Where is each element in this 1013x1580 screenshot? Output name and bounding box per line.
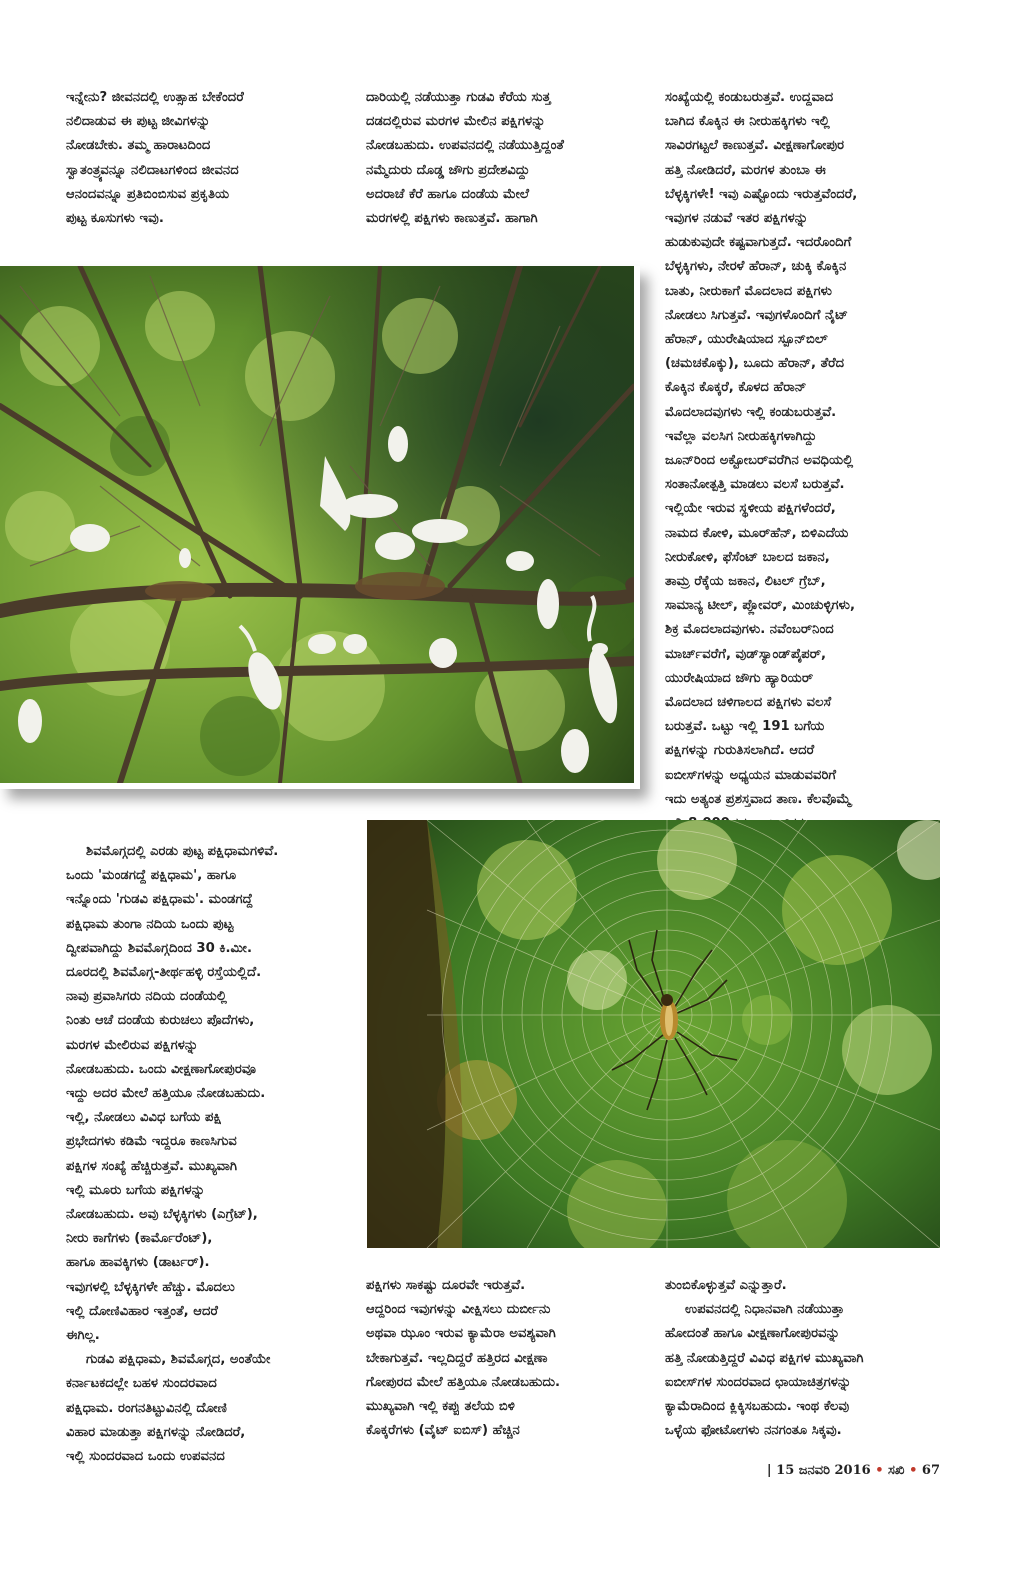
text-line: ನೀರು ಕಾಗೆಗಳು (ಕಾರ್ಮೊರೆಂಟ್),: [66, 1231, 213, 1247]
text-line: ಕೊಕ್ಕಿನ ಕೊಕ್ಕರೆ, ಕೊಳದ ಹೆರಾನ್: [665, 380, 807, 396]
text-column-2-top: [366, 86, 564, 231]
text-line: ಇನ್ನೇನು? ಜೀವನದಲ್ಲಿ ಉತ್ಸಾಹ ಬೇಕೆಂದರೆ: [66, 90, 244, 105]
text-column-1-top: [66, 86, 244, 231]
text-line: ನಮ್ಮೆದುರು ದೊಡ್ಡ ಜೌಗು ಪ್ರದೇಶವಿದ್ದು: [366, 162, 530, 178]
text-line: ನೋಡಲು ಸಿಗುತ್ತವೆ. ಇವುಗಳೊಂದಿಗೆ ನೈಟ್: [665, 307, 848, 323]
text-line: ನೀರುಕೋಳಿ, ಫೆಸೆಂಟ್ ಬಾಲದ ಜಕಾನ,: [665, 549, 830, 565]
text-line: ಮೊದಲಾದ ಚಳಿಗಾಲದ ಪಕ್ಷಿಗಳು ವಲಸೆ: [665, 695, 832, 711]
text-line: ಸಂಖ್ಯೆಯಲ್ಲಿ ಕಂಡುಬರುತ್ತವೆ. ಉದ್ದವಾದ: [665, 90, 834, 105]
text-line: ಇಲ್ಲಿ ಮೂರು ಬಗೆಯ ಪಕ್ಷಿಗಳನ್ನು: [66, 1182, 206, 1198]
text-line: ನಿಂತು ಆಚೆ ದಂಡೆಯ ಕುರುಚಲು ಪೊದೆಗಳು,: [66, 1013, 255, 1029]
text-line: ಇದ್ದು ಅದರ ಮೇಲೆ ಹತ್ತಿಯೂ ನೋಡಬಹುದು.: [66, 1086, 266, 1102]
text-line: ಇಲ್ಲಿ ದೋಣಿವಿಹಾರ ಇತ್ತಂತೆ, ಆದರೆ: [66, 1303, 218, 1319]
text-line: ಪಕ್ಷಿಗಳ ಸಂಖ್ಯೆ ಹೆಚ್ಚಿರುತ್ತವೆ. ಮುಖ್ಯವಾಗಿ: [66, 1158, 238, 1174]
text-line: ಹುಡುಕುವುದೇ ಕಷ್ಟವಾಗುತ್ತದೆ. ಇದರೊಂದಿಗೆ: [665, 235, 852, 251]
text-line: ಐಬೀಸ್‌ಗಳನ್ನು ಅಧ್ಯಯನ ಮಾಡುವವರಿಗೆ: [665, 767, 837, 783]
text-line: ನೋಡಬಹುದು. ಒಂದು ವೀಕ್ಷಣಾಗೋಪುರವೂ: [66, 1061, 257, 1077]
text-line: ಪಕ್ಷಿಗಳನ್ನು ಗುರುತಿಸಲಾಗಿದೆ. ಆದರೆ: [665, 743, 815, 759]
text-line: ಪಕ್ಷಿಧಾಮ. ರಂಗನತಿಟ್ಟುವಿನಲ್ಲಿ ದೋಣಿ: [66, 1400, 228, 1416]
text-line: ಹೆರಾನ್, ಯುರೇಷಿಯಾದ ಸ್ಪೂನ್‌ಬಿಲ್: [665, 332, 828, 348]
text-line: ಅಥವಾ ಝೂಂ ಇರುವ ಕ್ಯಾಮೆರಾ ಅವಶ್ಯವಾಗಿ: [366, 1326, 556, 1342]
page-number: 67: [921, 1463, 940, 1478]
text-line: ಉಪವನದಲ್ಲಿ ನಿಧಾನವಾಗಿ ನಡೆಯುತ್ತಾ: [685, 1302, 845, 1318]
text-line: ದಡದಲ್ಲಿರುವ ಮರಗಳ ಮೇಲಿನ ಪಕ್ಷಿಗಳನ್ನು: [366, 114, 546, 130]
text-line: ಇಲ್ಲಿ, ನೋಡಲು ವಿವಿಧ ಬಗೆಯ ಪಕ್ಷಿ: [66, 1110, 222, 1126]
text-line: ತುಂಬಿಕೊಳ್ಳುತ್ತವೆ ಎನ್ನುತ್ತಾರೆ.: [665, 1278, 787, 1293]
text-line: ಜೂನ್‌ರಿಂದ ಅಕ್ಟೋಬರ್‌ವರೆಗಿನ ಅವಧಿಯಲ್ಲಿ: [665, 453, 854, 469]
text-line: ನಾವು ಪ್ರವಾಸಿಗರು ನದಿಯ ದಂಡೆಯಲ್ಲಿ: [66, 989, 227, 1005]
text-line: ಪಕ್ಷಿಧಾಮ ತುಂಗಾ ನದಿಯ ಒಂದು ಪುಟ್ಟ: [66, 916, 234, 932]
text-line: ಐಬೀಸ್‌ಗಳ ಸುಂದರವಾದ ಛಾಯಾಚಿತ್ರಗಳನ್ನು: [665, 1374, 852, 1390]
page-footer: [767, 1463, 940, 1478]
text-column-3-bottom: [665, 1274, 864, 1443]
text-line: ಸ್ವಾತಂತ್ರ್ಯವನ್ನೂ ನಲಿದಾಟಗಳಿಂದ ಜೀವನದ: [66, 162, 239, 178]
text-line: ಆದ್ದರಿಂದ ಇವುಗಳನ್ನು ವೀಕ್ಷಿಸಲು ದುರ್ಬೀನು: [366, 1302, 551, 1318]
footer-bullet-2: •: [909, 1463, 918, 1478]
text-line: ನಾಮದ ಕೋಳಿ, ಮೂರ್‌ಹೆನ್, ಬಿಳಿಎದೆಯ: [665, 525, 849, 541]
text-line: ನೋಡಬಹುದು. ಅವು ಬೆಳ್ಳಕ್ಕಿಗಳು (ಎಗ್ರೆಟ್),: [66, 1207, 258, 1223]
text-line: ನೋಡಬಹುದು. ಉಪವನದಲ್ಲಿ ನಡೆಯುತ್ತಿದ್ದಂತೆ: [366, 138, 564, 154]
text-line: ದಾರಿಯಲ್ಲಿ ನಡೆಯುತ್ತಾ ಗುಡವಿ ಕೆರೆಯ ಸುತ್ತ: [366, 90, 551, 105]
text-line: ಸಂತಾನೋತ್ಪತ್ತಿ ಮಾಡಲು ವಲಸೆ ಬರುತ್ತವೆ.: [665, 477, 845, 493]
text-line: ಬೇಕಾಗುತ್ತವೆ. ಇಲ್ಲದಿದ್ದರೆ ಹತ್ತಿರದ ವೀಕ್ಷಣಾ: [366, 1350, 548, 1366]
text-line: ಕರ್ನಾಟಕದಲ್ಲೇ ಬಹಳ ಸುಂದರವಾದ: [66, 1376, 217, 1392]
text-column-3-top: [665, 86, 857, 836]
text-line: ಬೆಳ್ಳಕ್ಕಿಗಳು, ನೇರಳೆ ಹೆರಾನ್, ಚುಕ್ಕಿ ಕೊಕ್ಕಿನ: [665, 259, 847, 275]
text-line: ಮುಖ್ಯವಾಗಿ ಇಲ್ಲಿ ಕಪ್ಪು ತಲೆಯ ಬಿಳಿ: [366, 1399, 515, 1415]
magazine-name: ಸಖಿ: [888, 1463, 905, 1478]
text-line: ಪ್ರಭೇದಗಳು ಕಡಿಮೆ ಇದ್ದರೂ ಕಾಣಸಿಗುವ: [66, 1134, 237, 1150]
text-line: ಹಾಗೂ ಹಾವಕ್ಕಿಗಳು (ಡಾರ್ಟರ್).: [66, 1255, 210, 1271]
text-column-2-bottom: [366, 1274, 560, 1443]
text-line: ಇದು ಅತ್ಯಂತ ಪ್ರಶಸ್ತವಾದ ತಾಣ. ಕೆಲವೊಮ್ಮೆ: [665, 791, 852, 807]
text-line: ಇನ್ನೊಂದು 'ಗುಡವಿ ಪಕ್ಷಿಧಾಮ'. ಮಂಡಗದ್ದೆ: [66, 892, 253, 908]
text-line: ಇವುಗಳ ನಡುವೆ ಇತರ ಪಕ್ಷಿಗಳನ್ನು: [665, 211, 809, 227]
text-line: (ಚಮಚಕೊಕ್ಕು), ಬೂದು ಹೆರಾನ್, ತೆರೆದ: [665, 356, 845, 372]
text-line: ಬಾತು, ನೀರುಕಾಗೆ ಮೊದಲಾದ ಪಕ್ಷಿಗಳು: [665, 283, 832, 299]
text-line: ಇವುಗಳಲ್ಲಿ ಬೆಳ್ಳಕ್ಕಿಗಳೇ ಹೆಚ್ಚು. ಮೊದಲು: [66, 1279, 235, 1295]
text-line: ತಾಮ್ರ ರೆಕ್ಕೆಯ ಜಕಾನ, ಲಿಟಲ್ ಗ್ರೆಬ್,: [665, 574, 826, 590]
text-line: ಬರುತ್ತವೆ. ಒಟ್ಟು ಇಲ್ಲಿ 191 ಬಗೆಯ: [665, 719, 825, 735]
text-line: ಈಗಿಲ್ಲ.: [66, 1328, 100, 1344]
text-line: ಇವೆಲ್ಲಾ ವಲಸಿಗ ನೀರುಹಕ್ಕಿಗಳಾಗಿದ್ದು: [665, 428, 817, 444]
issue-date: 15 ಜನವರಿ 2016: [776, 1463, 871, 1478]
text-line: ಶಿಕ್ರ ಮೊದಲಾದವುಗಳು. ನವೆಂಬರ್‌ನಿಂದ: [665, 622, 834, 638]
text-line: ಮರಗಳ ಮೇಲಿರುವ ಪಕ್ಷಿಗಳನ್ನು: [66, 1037, 199, 1053]
text-line: ಹತ್ತಿ ನೋಡಿದರೆ, ಮರಗಳ ತುಂಬಾ ಈ: [665, 162, 826, 178]
text-line: ಹತ್ತಿ ನೋಡುತ್ತಿದ್ದರೆ ವಿವಿಧ ಪಕ್ಷಿಗಳ ಮುಖ್ಯವಾಗಿ: [665, 1350, 864, 1366]
egrets-photo-graphic: [0, 266, 634, 783]
text-line: ಕೊಕ್ಕರೆಗಳು (ವೈಟ್ ಐಬಿಸ್) ಹೆಚ್ಚಿನ: [366, 1423, 520, 1439]
spider-photo-graphic: [367, 820, 940, 1248]
footer-divider: |: [766, 1463, 772, 1478]
text-line: ದ್ವೀಪವಾಗಿದ್ದು ಶಿವಮೊಗ್ಗದಿಂದ 30 ಕಿ.ಮೀ.: [66, 940, 252, 956]
text-line: ಆನಂದವನ್ನೂ ಪ್ರತಿಬಿಂಬಿಸುವ ಪ್ರಕೃತಿಯ: [66, 186, 230, 202]
text-line: ಯುರೇಷಿಯಾದ ಜೌಗು ಹ್ಯಾರಿಯರ್: [665, 670, 814, 686]
text-line: ದೂರದಲ್ಲಿ ಶಿವಮೊಗ್ಗ-ತೀರ್ಥಹಳ್ಳಿ ರಸ್ತೆಯಲ್ಲಿದೆ.: [66, 965, 262, 981]
text-line: ನೋಡಬೇಕು. ತಮ್ಮ ಹಾರಾಟದಿಂದ: [66, 138, 211, 154]
text-line: ಪುಟ್ಟ ಕೂಸುಗಳು ಇವು.: [66, 211, 164, 227]
text-line: ಸಾವಿರಗಟ್ಟಲೆ ಕಾಣುತ್ತವೆ. ವೀಕ್ಷಣಾಗೋಪುರ: [665, 138, 845, 154]
footer-bullet-1: •: [875, 1463, 884, 1478]
text-line: ಅದರಾಚೆ ಕೆರೆ ಹಾಗೂ ದಂಡೆಯ ಮೇಲೆ: [366, 186, 529, 202]
text-line: ಸಾಮಾನ್ಯ ಟೀಲ್, ಪ್ಲೋವರ್, ಮಿಂಚುಳ್ಳಿಗಳು,: [665, 598, 856, 614]
text-line: ಮೊದಲಾದವುಗಳು ಇಲ್ಲಿ ಕಂಡುಬರುತ್ತವೆ.: [665, 404, 837, 420]
text-line: ಶಿವಮೊಗ್ಗದಲ್ಲಿ ಎರಡು ಪುಟ್ಟ ಪಕ್ಷಿಧಾಮಗಳಿವೆ.: [86, 844, 279, 859]
text-line: ಗೋಪುರದ ಮೇಲೆ ಹತ್ತಿಯೂ ನೋಡಬಹುದು.: [366, 1374, 561, 1390]
text-line: ಕ್ಯಾಮೆರಾದಿಂದ ಕ್ಲಿಕ್ಕಿಸಬಹುದು. ಇಂಥ ಕೆಲವು: [665, 1399, 850, 1415]
text-line: ವಿಹಾರ ಮಾಡುತ್ತಾ ಪಕ್ಷಿಗಳನ್ನು ನೋಡಿದರೆ,: [66, 1424, 246, 1440]
text-column-1-bottom: [66, 840, 278, 1469]
text-line: ಮಾರ್ಚ್‌ವರೆಗೆ, ವುಡ್‌ಸ್ಯಾಂಡ್‌ಪೈಪರ್,: [665, 646, 827, 662]
text-line: ಬಾಗಿದ ಕೊಕ್ಕಿನ ಈ ನೀರುಹಕ್ಕಿಗಳು ಇಲ್ಲಿ: [665, 114, 830, 130]
text-line: ಪಕ್ಷಿಗಳು ಸಾಕಷ್ಟು ದೂರವೇ ಇರುತ್ತವೆ.: [366, 1278, 526, 1293]
text-line: ಒಳ್ಳೆಯ ಫೋಟೋಗಳು ನನಗಂತೂ ಸಿಕ್ಕವು.: [665, 1423, 842, 1439]
text-line: ಒಂದು 'ಮಂಡಗದ್ದೆ ಪಕ್ಷಿಧಾಮ', ಹಾಗೂ: [66, 868, 237, 884]
text-line: ಇಲ್ಲಿ ಸುಂದರವಾದ ಒಂದು ಉಪವನದ: [66, 1449, 225, 1465]
egrets-in-trees-photo: [0, 266, 640, 789]
text-line: ಬೆಳ್ಳಕ್ಕಿಗಳೇ! ಇವು ಎಷ್ಟೊಂದು ಇರುತ್ತವೆಂದರೆ,: [665, 186, 858, 202]
text-line: ಇಲ್ಲಿಯೇ ಇರುವ ಸ್ಥಳೀಯ ಪಕ್ಷಿಗಳೆಂದರೆ,: [665, 501, 836, 517]
text-line: ಹೋದಂತೆ ಹಾಗೂ ವೀಕ್ಷಣಾಗೋಪುರವನ್ನು: [665, 1326, 840, 1342]
text-line: ನಲಿದಾಡುವ ಈ ಪುಟ್ಟ ಜೀವಿಗಳನ್ನು: [66, 114, 211, 130]
spider-web-photo: [367, 820, 940, 1248]
text-line: ಮರಗಳಲ್ಲಿ ಪಕ್ಷಿಗಳು ಕಾಣುತ್ತವೆ. ಹಾಗಾಗಿ: [366, 211, 538, 227]
text-line: ಗುಡವಿ ಪಕ್ಷಿಧಾಮ, ಶಿವಮೊಗ್ಗದ, ಅಂತೆಯೇ: [86, 1352, 271, 1368]
